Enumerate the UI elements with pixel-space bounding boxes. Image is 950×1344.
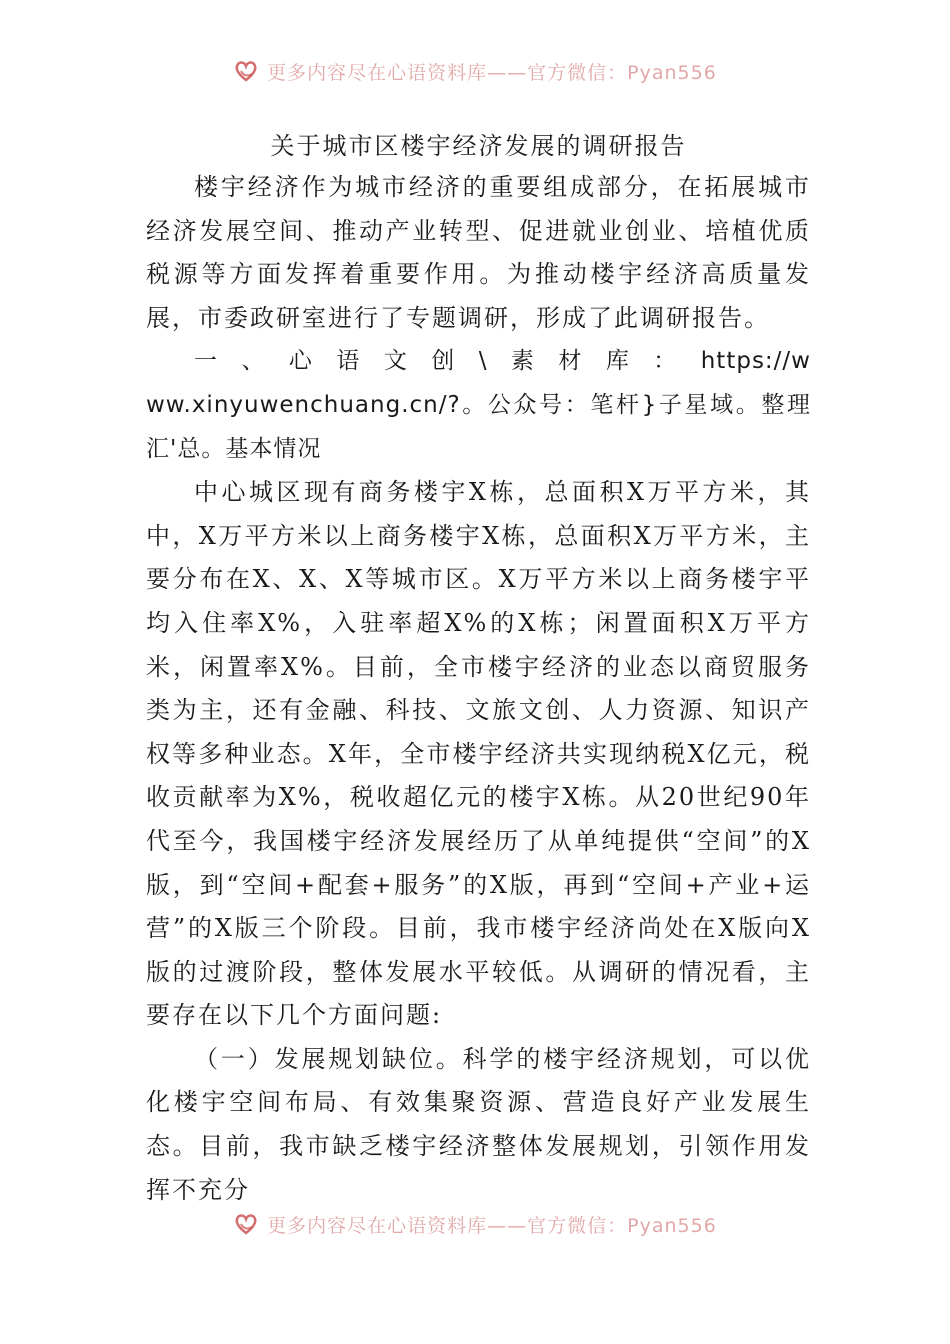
section-heading-spaced: 一、心语文创\素材库： bbox=[194, 348, 701, 375]
watermark-text: 更多内容尽在心语资料库——官方微信：Pyan556 bbox=[267, 61, 717, 84]
section-heading-rest: https://www.xinyuwenchuang.cn/?。公众号：笔杆}子星域。整理汇'总。基本情况 bbox=[146, 348, 811, 462]
watermark-text: 更多内容尽在心语资料库——官方微信：Pyan556 bbox=[267, 1214, 717, 1237]
heart-logo-icon bbox=[233, 1211, 259, 1237]
heart-logo-icon bbox=[233, 58, 259, 84]
intro-paragraph: 楼宇经济作为城市经济的重要组成部分，在拓展城市经济发展空间、推动产业转型、促进就业创业、培植优质税源等方面发挥着重要作用。为推动楼宇经济高质量发展，市委政研室进行了专题调研，形成了此调研报告。 bbox=[146, 173, 811, 332]
document-title: 关于城市区楼宇经济发展的调研报告 bbox=[270, 132, 687, 160]
watermark-banner-top bbox=[0, 54, 950, 88]
watermark-banner-bottom bbox=[0, 1207, 950, 1241]
body-paragraph-2: （一）发展规划缺位。科学的楼宇经济规划，可以优化楼宇空间布局、有效集聚资源、营造良好产业发展生态。目前，我市缺乏楼宇经济整体发展规划，引领作用发挥不充分 bbox=[146, 1044, 811, 1204]
section-heading bbox=[146, 340, 811, 471]
body-paragraph-1: 中心城区现有商务楼宇X栋，总面积X万平方米，其中，X万平方米以上商务楼宇X栋，总面积X万平方米，主要分布在X、X、X等城市区。X万平方米以上商务楼宇平均入住率X%，入驻率超X%的X栋；闲置面积X万平方米，闲置率X%。目前，全市楼宇经济的业态以商贸服务类为主，还有金融、科技、文旅文创、人力资源、知识产权等多种业态。X年，全市楼宇经济共实现纳税X亿元，税收贡献率为X%，税收超亿元的楼宇X栋。从20世纪90年代至今，我国楼宇经济发展经历了从单纯提供“空间”的X版，到“空间+配套+服务”的X版，再到“空间+产业+运营”的X版三个阶段。目前，我市楼宇经济尚处在X版向X版的过渡阶段，整体发展水平较低。从调研的情况看，主要存在以下几个方面问题: bbox=[146, 478, 811, 1030]
document-body bbox=[146, 126, 811, 1212]
